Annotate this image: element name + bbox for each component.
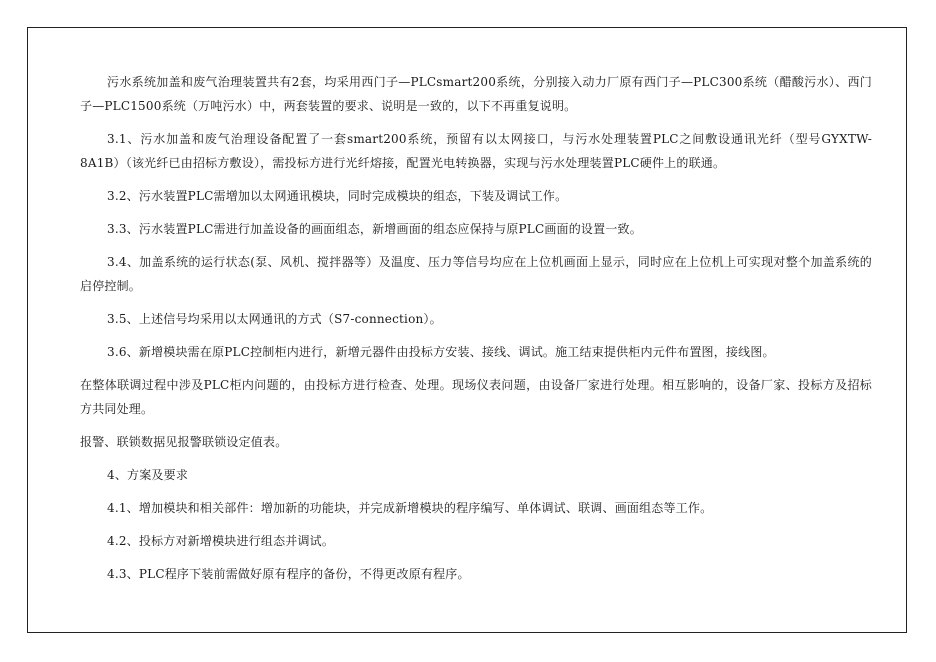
paragraph-3-5: 3.5、上述信号均采用以太网通讯的方式（S7-connection）。 bbox=[107, 312, 442, 326]
paragraph-4-2: 4.2、投标方对新增模块进行组态并调试。 bbox=[107, 534, 335, 548]
paragraph-3-1: 3.1、污水加盖和废气治理设备配置了一套smart200系统，预留有以太网接口，与污水处理装置PLC之间敷设通讯光纤（型号GYXTW-8A1B）（该光纤已由招标方敷设），需投标方进行光纤熔接，配置光电转换器，实现与污水处理装置PLC硬件上的联通。 bbox=[80, 132, 872, 170]
document-body bbox=[80, 70, 872, 595]
paragraph-3-4: 3.4、加盖系统的运行状态(泵、风机、搅拌器等）及温度、压力等信号均应在上位机画面上显示，同时应在上位机上可实现对整个加盖系统的启停控制。 bbox=[80, 255, 872, 293]
paragraph-intro: 污水系统加盖和废气治理装置共有2套，均采用西门子—PLCsmart200系统，分别接入动力厂原有西门子—PLC300系统（醋酸污水）、西门子—PLC1500系统（万吨污水）中，两套装置的要求、说明是一致的，以下不再重复说明。 bbox=[80, 75, 872, 113]
paragraph-4-3: 4.3、PLC程序下装前需做好原有程序的备份，不得更改原有程序。 bbox=[107, 567, 470, 581]
paragraph-joint-debugging: 在整体联调过程中涉及PLC柜内问题的，由投标方进行检查、处理。现场仪表问题，由设备厂家进行处理。相互影响的，设备厂家、投标方及招标方共同处理。 bbox=[80, 378, 872, 416]
paragraph-4-1: 4.1、增加模块和相关部件：增加新的功能块，并完成新增模块的程序编写、单体调试、联调、画面组态等工作。 bbox=[107, 501, 713, 515]
paragraph-3-6: 3.6、新增模块需在原PLC控制柜内进行，新增元器件由投标方安装、接线、调试。施工结束提供柜内元件布置图，接线图。 bbox=[107, 345, 775, 359]
section-heading-4: 4、方案及要求 bbox=[107, 468, 189, 482]
paragraph-alarm-interlock: 报警、联锁数据见报警联锁设定值表。 bbox=[80, 435, 288, 449]
paragraph-3-2: 3.2、污水装置PLC需增加以太网通讯模块，同时完成模块的组态，下装及调试工作。 bbox=[107, 189, 568, 203]
paragraph-3-3: 3.3、污水装置PLC需进行加盖设备的画面组态，新增画面的组态应保持与原PLC画面的设置一致。 bbox=[107, 222, 642, 236]
